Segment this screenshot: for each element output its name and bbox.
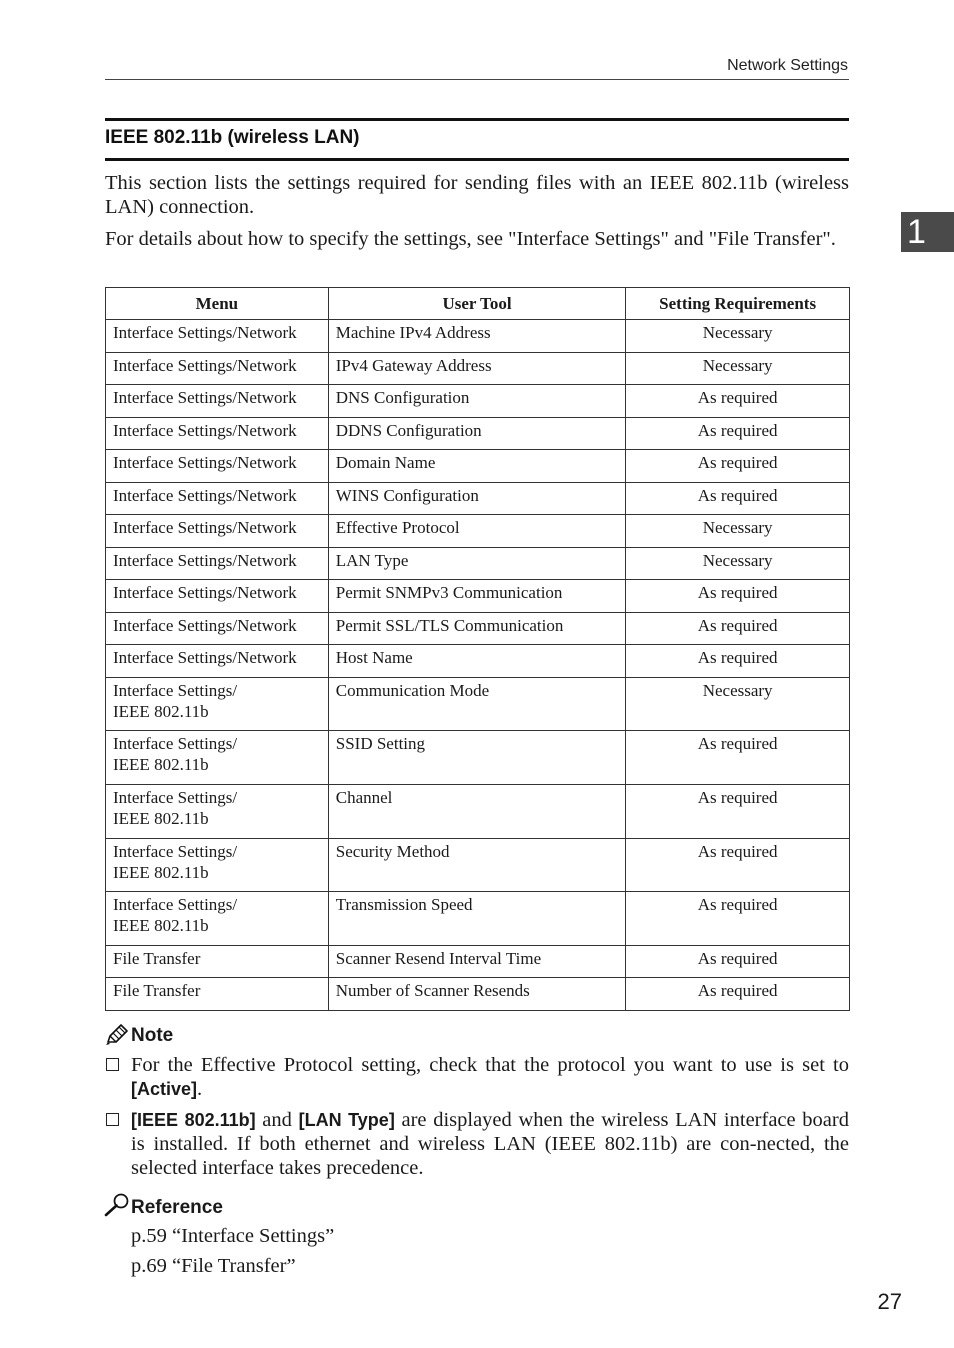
cell-setting-requirement: As required: [626, 945, 850, 978]
title-rule-bottom: [105, 158, 849, 161]
cell-menu-line: Interface Settings/: [113, 787, 238, 807]
cell-user-tool: Communication Mode: [328, 677, 626, 731]
cell-menu-line: Interface Settings/Network: [113, 453, 297, 472]
cell-menu: [106, 892, 329, 946]
cell-setting-requirement: As required: [626, 838, 850, 892]
cell-menu: [106, 580, 329, 613]
cell-setting-requirement: As required: [626, 892, 850, 946]
cell-setting-requirement: As required: [626, 385, 850, 418]
cell-setting-requirement: Necessary: [626, 677, 850, 731]
column-header-setting-requirements: Setting Requirements: [626, 288, 850, 320]
intro-paragraph: This section lists the settings required for sending files with an IEEE 802.11b (wireless LAN) connection.: [105, 172, 849, 218]
reference-heading: Reference: [131, 1197, 223, 1218]
table-row: [106, 417, 850, 450]
cell-user-tool: IPv4 Gateway Address: [328, 352, 626, 385]
note-item-text: and: [255, 1109, 299, 1131]
table-row: [106, 645, 850, 678]
cell-setting-requirement: As required: [626, 645, 850, 678]
table-row: [106, 515, 850, 548]
cell-menu: [106, 645, 329, 678]
cell-setting-requirement: As required: [626, 417, 850, 450]
cell-menu: [106, 677, 329, 731]
cell-menu-line: Interface Settings/Network: [113, 583, 297, 602]
cell-setting-requirement: As required: [626, 482, 850, 515]
key-ieee-80211b: [IEEE 802.11b]: [131, 1110, 256, 1130]
chapter-tab: 1: [901, 212, 954, 252]
table-row: [106, 547, 850, 580]
cell-user-tool: Domain Name: [328, 450, 626, 483]
cell-menu: [106, 450, 329, 483]
table-row: [106, 978, 850, 1011]
cell-menu-line: Interface Settings/Network: [113, 420, 297, 440]
cell-user-tool: SSID Setting: [328, 731, 626, 785]
table-row: [106, 385, 850, 418]
header-rule: [105, 79, 849, 80]
cell-user-tool: DDNS Configuration: [328, 417, 626, 450]
cell-setting-requirement: As required: [626, 580, 850, 613]
checkbox-bullet-icon: [106, 1058, 119, 1071]
note-heading: Note: [131, 1025, 174, 1046]
table-row: [106, 612, 850, 645]
cell-user-tool: DNS Configuration: [328, 385, 626, 418]
cell-menu: [106, 515, 329, 548]
table-row: [106, 784, 850, 838]
cell-user-tool: WINS Configuration: [328, 482, 626, 515]
reference-link[interactable]: p.69 “File Transfer”: [131, 1255, 296, 1277]
cell-menu: [106, 417, 329, 450]
cell-menu: [106, 352, 329, 385]
key-lan-type: [LAN Type]: [298, 1110, 395, 1130]
cell-menu-line: Interface Settings/: [113, 680, 238, 700]
cell-menu: [106, 945, 329, 978]
cell-menu-line: IEEE 802.11b: [113, 701, 209, 721]
cell-user-tool: Transmission Speed: [328, 892, 626, 946]
table-header-row: [106, 288, 850, 320]
cell-menu-line: IEEE 802.11b: [113, 916, 209, 936]
cell-menu-line: IEEE 802.11b: [113, 862, 209, 882]
cell-user-tool: Permit SSL/TLS Communication: [328, 612, 626, 645]
cell-user-tool: Permit SNMPv3 Communication: [328, 580, 626, 613]
cell-user-tool: Security Method: [328, 838, 626, 892]
cell-menu: [106, 320, 329, 353]
cell-setting-requirement: As required: [626, 450, 850, 483]
pencil-icon: [105, 1024, 129, 1051]
cell-menu-line: File Transfer: [113, 981, 201, 1001]
reference-link[interactable]: p.59 “Interface Settings”: [131, 1225, 335, 1247]
note-item-text: For the Effective Protocol setting, check that the protocol you want to use is set to: [131, 1054, 849, 1076]
magnifier-icon: [104, 1193, 130, 1222]
cell-user-tool: Host Name: [328, 645, 626, 678]
cell-setting-requirement: Necessary: [626, 320, 850, 353]
cell-setting-requirement: Necessary: [626, 352, 850, 385]
table-row: [106, 580, 850, 613]
settings-table: [105, 287, 850, 1011]
note-item-text: are displayed when the wireless LAN interface board is installed. If both ethernet and wireless LAN (IEEE 802.11b) are con-nected, the selected interface takes precedence.: [131, 1109, 849, 1179]
cell-menu: [106, 731, 329, 785]
cell-setting-requirement: Necessary: [626, 515, 850, 548]
cell-setting-requirement: Necessary: [626, 547, 850, 580]
cell-menu-line: Interface Settings/Network: [113, 485, 297, 505]
cell-menu-line: Interface Settings/Network: [113, 355, 297, 375]
note-item-tail: .: [197, 1078, 203, 1100]
table-body: [106, 320, 850, 1011]
note-item: [131, 1053, 849, 1101]
table-row: [106, 450, 850, 483]
cell-menu: [106, 838, 329, 892]
cell-menu: [106, 978, 329, 1011]
table-row: [106, 352, 850, 385]
cell-user-tool: Scanner Resend Interval Time: [328, 945, 626, 978]
key-active: [Active]: [131, 1079, 198, 1099]
table-row: [106, 838, 850, 892]
table-row: [106, 320, 850, 353]
column-header-user-tool: User Tool: [328, 288, 626, 320]
cell-setting-requirement: As required: [626, 731, 850, 785]
cell-user-tool: LAN Type: [328, 547, 626, 580]
cell-menu-line: File Transfer: [113, 948, 201, 968]
cell-user-tool: Channel: [328, 784, 626, 838]
cell-menu: [106, 385, 329, 418]
cell-menu-line: Interface Settings/Network: [113, 648, 297, 667]
note-item: [131, 1108, 849, 1180]
page-number: 27: [877, 1289, 902, 1314]
cell-user-tool: Effective Protocol: [328, 515, 626, 548]
table-row: [106, 945, 850, 978]
cell-menu-line: IEEE 802.11b: [113, 808, 209, 828]
cell-user-tool: Number of Scanner Resends: [328, 978, 626, 1011]
cell-menu-line: Interface Settings/Network: [113, 388, 297, 407]
cell-menu-line: Interface Settings/Network: [113, 615, 297, 635]
section-title: IEEE 802.11b (wireless LAN): [105, 127, 360, 148]
intro-paragraph: For details about how to specify the settings, see "Interface Settings" and "File Transfer".: [105, 228, 836, 250]
cell-menu: [106, 612, 329, 645]
cell-menu: [106, 547, 329, 580]
title-rule-top: [105, 118, 849, 121]
cell-menu-line: Interface Settings/: [113, 841, 238, 861]
cell-setting-requirement: As required: [626, 612, 850, 645]
cell-setting-requirement: As required: [626, 978, 850, 1011]
cell-menu: [106, 784, 329, 838]
cell-menu-line: Interface Settings/: [113, 734, 238, 754]
cell-menu-line: Interface Settings/Network: [113, 518, 297, 537]
running-header: Network Settings: [727, 57, 848, 74]
table-row: [106, 677, 850, 731]
table-row: [106, 731, 850, 785]
checkbox-bullet-icon: [106, 1113, 119, 1126]
column-header-menu: Menu: [106, 288, 329, 320]
cell-menu-line: IEEE 802.11b: [113, 755, 209, 775]
cell-user-tool: Machine IPv4 Address: [328, 320, 626, 353]
cell-menu-line: Interface Settings/: [113, 895, 238, 915]
cell-menu-line: Interface Settings/Network: [113, 323, 297, 342]
cell-setting-requirement: As required: [626, 784, 850, 838]
table-row: [106, 482, 850, 515]
cell-menu: [106, 482, 329, 515]
table-row: [106, 892, 850, 946]
cell-menu-line: Interface Settings/Network: [113, 550, 297, 570]
